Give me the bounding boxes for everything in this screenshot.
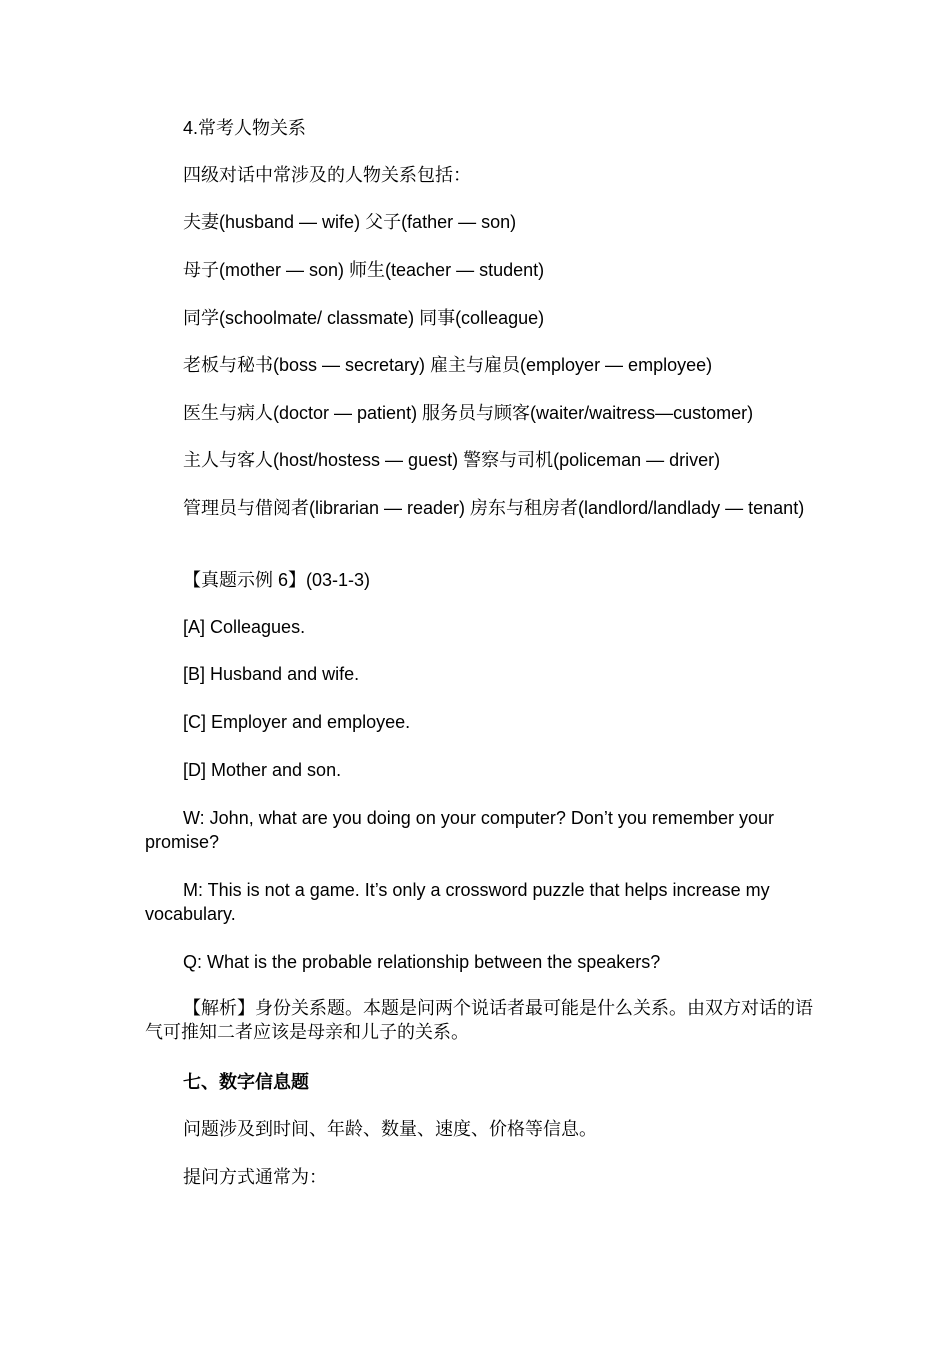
dialogue-line: W: John, what are you doing on your computer? Don’t you remember your promise? (145, 808, 774, 852)
relation-line: 夫妻(husband — wife) 父子(father — son) (183, 212, 517, 232)
relation-line: 老板与秘书(boss — secretary) 雇主与雇员(employer — employee) (183, 355, 713, 375)
relation-line: 管理员与借阅者(librarian — reader) 房东与租房者(landlord/landlady — tenant) (183, 498, 805, 518)
intro-paragraph: 四级对话中常涉及的人物关系包括： (183, 165, 471, 185)
relation-line: 母子(mother — son) 师生(teacher — student) (183, 260, 545, 280)
relation-line: 同学(schoolmate/ classmate) 同事(colleague) (183, 308, 545, 328)
relation-line: 主人与客人(host/hostess — guest) 警察与司机(policeman — driver) (183, 450, 721, 470)
dialogue-line: M: This is not a game. It’s only a crossword puzzle that helps increase my vocabulary. (145, 880, 770, 924)
number-info-description: 问题涉及到时间、年龄、数量、速度、价格等信息。 (183, 1119, 597, 1139)
relation-line: 医生与病人(doctor — patient) 服务员与顾客(waiter/waitress—customer) (183, 403, 754, 423)
example-heading: 【真题示例 6】(03-1-3) (183, 570, 371, 590)
analysis-paragraph: 【解析】身份关系题。本题是问两个说话者最可能是什么关系。由双方对话的语气可推知二者应该是母亲和儿子的关系。 (145, 998, 813, 1042)
section-heading-character-relations: 4.常考人物关系 (183, 118, 307, 138)
question-format-intro: 提问方式通常为： (183, 1167, 327, 1187)
section-heading-number-info: 七、数字信息题 (183, 1072, 309, 1092)
answer-option: [D] Mother and son. (183, 760, 342, 780)
answer-option: [C] Employer and employee. (183, 712, 411, 732)
answer-option: [B] Husband and wife. (183, 664, 360, 684)
question-line: Q: What is the probable relationship between the speakers? (183, 952, 661, 972)
answer-option: [A] Colleagues. (183, 617, 306, 637)
